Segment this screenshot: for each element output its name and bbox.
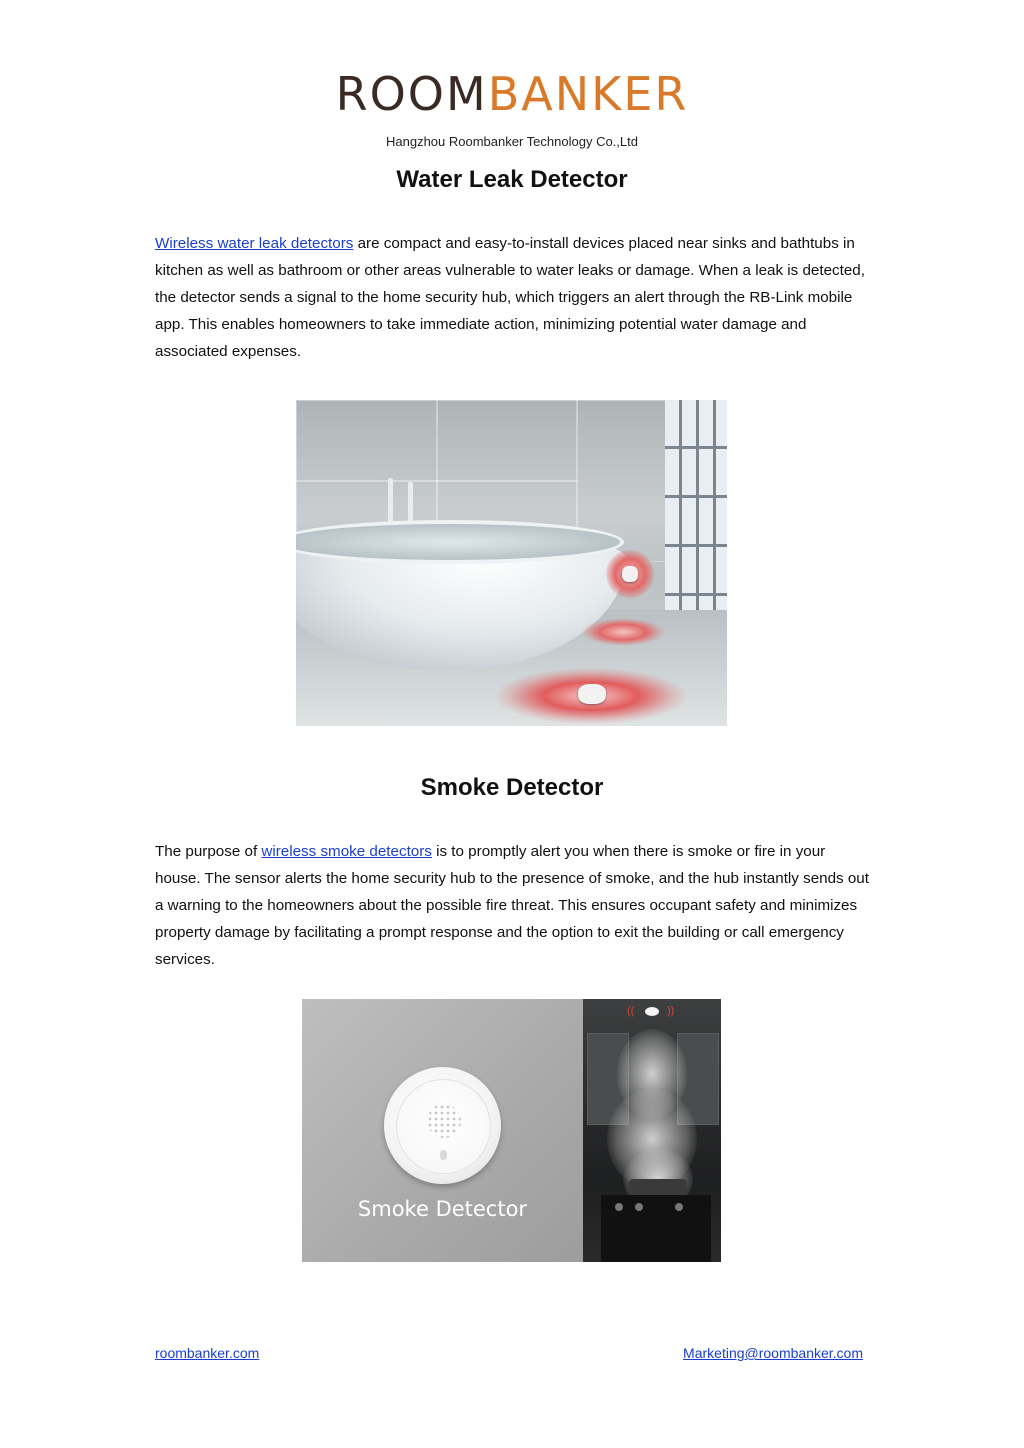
footer-email-link[interactable]: Marketing@roombanker.com — [683, 1345, 863, 1361]
water-leak-detectors-link[interactable]: Wireless water leak detectors — [155, 235, 354, 252]
section-title-smoke: Smoke Detector — [420, 774, 604, 801]
logo-text-banker: BANKER — [487, 67, 689, 121]
smoke-detector-image — [302, 999, 721, 1262]
smoke-paragraph — [155, 838, 875, 973]
smoke-detectors-link[interactable]: wireless smoke detectors — [261, 843, 432, 860]
logo-text-room: ROOM — [335, 67, 488, 121]
ceiling-detector-icon — [645, 1007, 659, 1016]
company-name: Hangzhou Roombanker Technology Co.,Ltd — [386, 134, 638, 149]
kitchen-smoke-scene: (( )) — [583, 999, 721, 1262]
company-logo — [0, 64, 1024, 124]
footer-website-link[interactable]: roombanker.com — [155, 1345, 260, 1361]
water-leak-paragraph — [155, 230, 875, 365]
bathtub-leak-detector-image — [296, 400, 727, 726]
floor-leak-sensor — [578, 684, 606, 704]
water-leak-body-text: are compact and easy-to-install devices placed near sinks and bathtubs in kitchen as well as bathroom or other areas vulnerable to water leaks or damage. When a leak is detected, the detector sends a signal to the home security hub, which triggers an alert through the RB-Link mobile app. This enables homeowners to take immediate action, minimizing potential water damage and associated expenses. — [155, 235, 865, 360]
section-title-water-leak: Water Leak Detector — [396, 166, 628, 193]
wall-leak-sensor — [622, 566, 638, 582]
smoke-detector-device — [384, 1067, 501, 1184]
stove — [601, 1195, 711, 1262]
smoke-body-text: is to promptly alert you when there is smoke or fire in your house. The sensor alerts the home security hub to the presence of smoke, and the hub instantly sends out a warning to the homeowners about the possible fire threat. This ensures occupant safety and minimizes property damage by facilitating a prompt response and the option to exit the building or call emergency services. — [155, 843, 869, 968]
smoke-detector-image-label: Smoke Detector — [357, 1197, 528, 1221]
product-panel — [302, 999, 583, 1262]
smoke-intro-text: The purpose of — [155, 843, 262, 860]
